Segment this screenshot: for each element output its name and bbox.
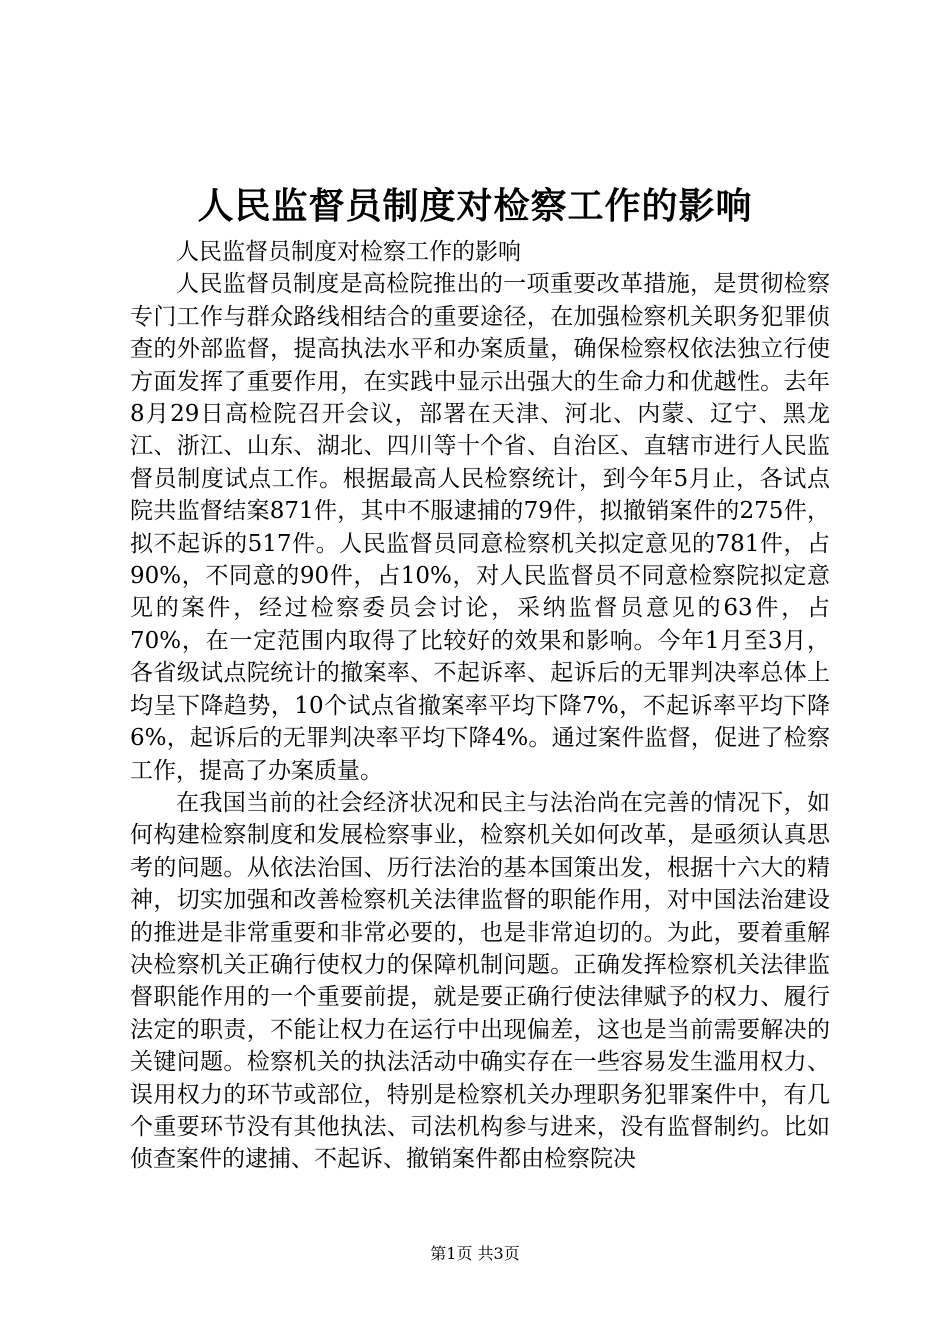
page-footer: 第1页 共3页 <box>430 1244 520 1263</box>
paragraph-2: 在我国当前的社会经济状况和民主与法治尚在完善的情况下，如何构建检察制度和发展检察事业，检察机关如何改革，是亟须认真思考的问题。从依法治国、历行法治的基本国策出发，根据十六大的精神，切实加强和改善检察机关法律监督的职能作用，对中国法治建设的推进是非常重要和非常必要的，也是非常迫切的。为此，要着重解决检察机关正确行使权力的保障机制问题。正确发挥检察机关法律监督职能作用的一个重要前提，就是要正确行使法律赋予的权力、履行法定的职责，不能让权力在运行中出现偏差，这也是当前需要解决的关键问题。检察机关的执法活动中确实存在一些容易发生滥用权力、误用权力的环节或部位，特别是检察机关办理职务犯罪案件中，有几个重要环节没有其他执法、司法机构参与进来，没有监督制约。比如侦查案件的逮捕、不起诉、撤销案件都由检察院决 <box>130 789 830 1173</box>
document-title: 人民监督员制度对检察工作的影响 <box>197 185 753 227</box>
paragraph-1: 人民监督员制度是高检院推出的一项重要改革措施，是贯彻检察专门工作与群众路线相结合的重要途径，在加强检察机关职务犯罪侦查的外部监督，提高执法水平和办案质量，确保检察权依法独立行使方面发挥了重要作用，在实践中显示出强大的生命力和优越性。去年8月29日高检院召开会议，部署在天津、河北、内蒙、辽宁、黑龙江、浙江、山东、湖北、四川等十个省、自治区、直辖市进行人民监督员制度试点工作。根据最高人民检察统计，到今年5月止，各试点院共监督结案871件，其中不服逮捕的79件，拟撤销案件的275件，拟不起诉的517件。人民监督员同意检察机关拟定意见的781件，占90%，不同意的90件，占10%，对人民监督员不同意检察院拟定意见的案件，经过检察委员会讨论，采纳监督员意见的63件，占70%，在一定范围内取得了比较好的效果和影响。今年1月至3月，各省级试点院统计的撤案率、不起诉率、起诉后的无罪判决率总体上均呈下降趋势，10个试点省撤案率平均下降7%，不起诉率平均下降6%，起诉后的无罪判决率平均下降4%。通过案件监督，促进了检察工作，提高了办案质量。 <box>130 271 830 784</box>
document-body <box>130 236 830 1176</box>
paragraph-subtitle: 人民监督员制度对检察工作的影响 <box>176 239 521 265</box>
